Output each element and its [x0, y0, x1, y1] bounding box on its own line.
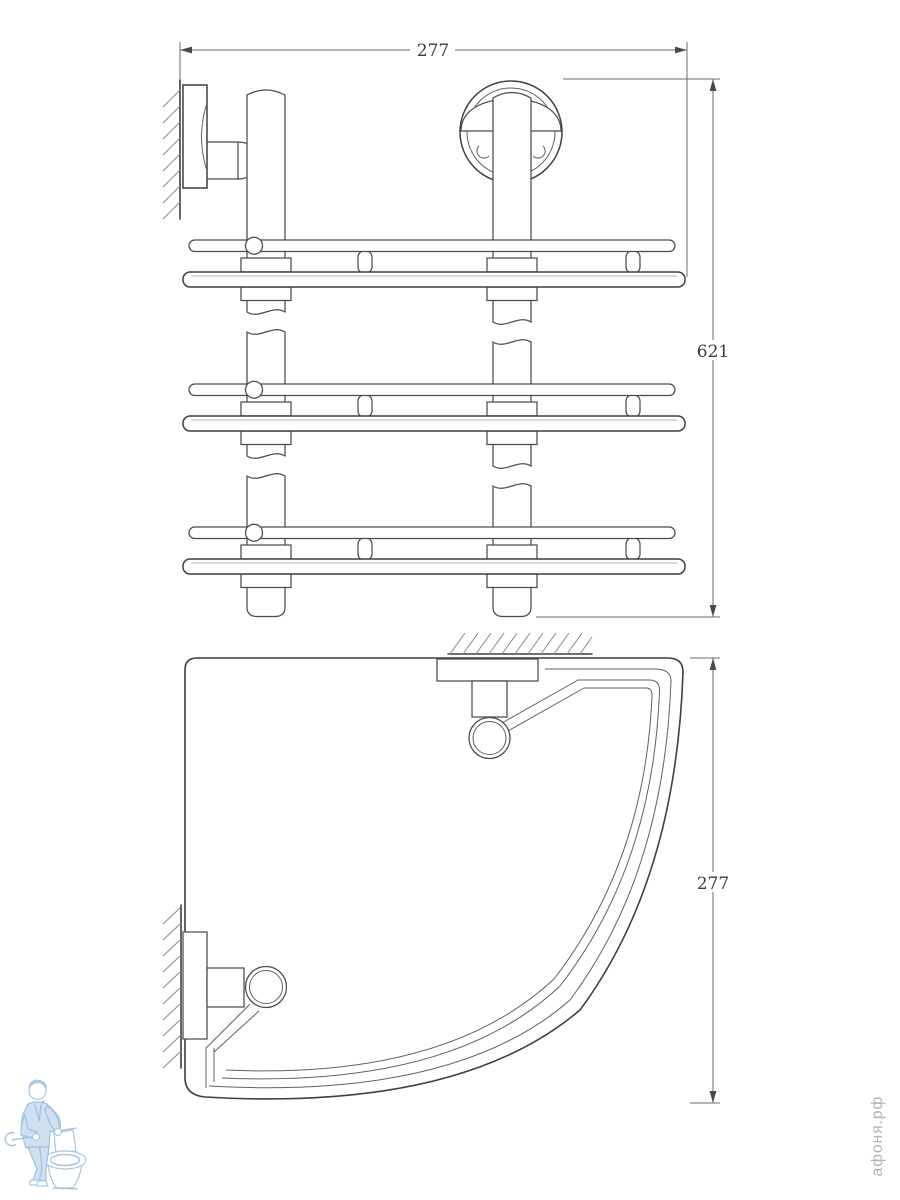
rail-stub	[358, 395, 372, 417]
bracket-plan-top	[437, 659, 538, 759]
dim-label-front-width: 277	[416, 41, 450, 61]
wall-plate-front	[183, 85, 207, 188]
wall-hatch-plan-top	[450, 633, 592, 654]
shelf-tier-1	[183, 237, 685, 300]
plumber-with-toilet-icon	[5, 1080, 86, 1189]
rail-stub	[358, 538, 372, 560]
wall-hatch-front	[163, 90, 180, 219]
rail-stub	[626, 538, 640, 560]
plan-view	[163, 633, 733, 1103]
hand	[55, 1129, 62, 1136]
dim-label-front-height: 621	[696, 342, 730, 362]
wall-plate-plan-top	[437, 659, 538, 681]
shelf-tier-3	[183, 524, 685, 587]
rail-stub	[626, 395, 640, 417]
wall-plate-plan-left	[183, 932, 207, 1039]
plan-guard-rail	[206, 680, 660, 1088]
shoe	[37, 1181, 48, 1186]
wall-plan-left	[163, 905, 181, 1068]
glass-shelf	[183, 416, 685, 431]
site-watermark: афоня.рф	[869, 1095, 886, 1177]
plan-shelf-outline	[185, 658, 683, 1099]
plumber-logo	[5, 1080, 86, 1189]
wall-hatch-plan-left	[163, 907, 181, 1068]
rail-stub	[626, 251, 640, 273]
post-section-left	[246, 967, 287, 1008]
plan-shelf-inner-edge	[209, 669, 671, 1088]
head	[29, 1083, 46, 1100]
post-section-top	[469, 718, 510, 759]
wall-plan-top	[448, 633, 592, 654]
bracket-plan-left	[183, 932, 287, 1039]
shelf-tier-2	[183, 381, 685, 444]
dimension-plan-depth	[690, 658, 733, 1103]
front-view	[163, 41, 733, 617]
glass-shelf	[183, 272, 685, 287]
dim-label-plan-depth: 277	[696, 874, 730, 894]
wall-front	[163, 42, 258, 219]
glass-shelf	[183, 559, 685, 574]
rail-stub	[358, 251, 372, 273]
